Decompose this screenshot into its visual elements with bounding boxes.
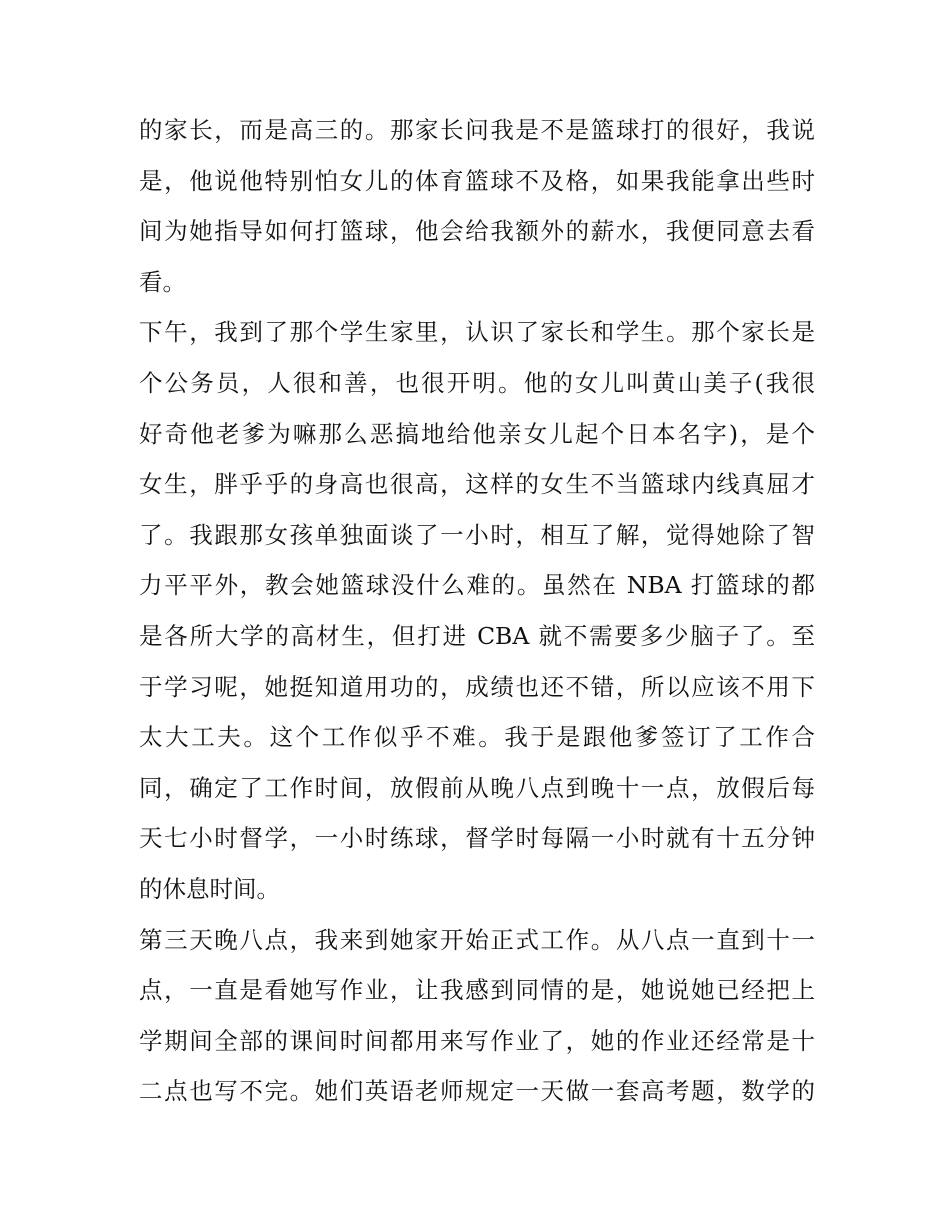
text-line: 同，确定了工作时间，放假前从晚八点到晚十一点，放假后每 bbox=[139, 773, 815, 802]
text-line: 点，一直是看她写作业，让我感到同情的是，她说她已经把上 bbox=[139, 976, 815, 1005]
text-line: 力平平外，教会她篮球没什么难的。虽然在 NBA 打篮球的都 bbox=[139, 571, 815, 600]
text-line: 间为她指导如何打篮球，他会给我额外的薪水，我便同意去看 bbox=[139, 217, 815, 246]
text-line: 第三天晚八点，我来到她家开始正式工作。从八点一直到十一 bbox=[139, 925, 815, 954]
text-line: 太大工夫。这个工作似乎不难。我于是跟他爹签订了工作合 bbox=[139, 723, 815, 752]
text-line: 女生，胖乎乎的身高也很高，这样的女生不当篮球内线真屈才 bbox=[139, 470, 815, 499]
text-line: 天七小时督学，一小时练球，督学时每隔一小时就有十五分钟 bbox=[139, 824, 815, 853]
text-line: 学期间全部的课间时间都用来写作业了，她的作业还经常是十 bbox=[139, 1026, 815, 1055]
text-line: 是各所大学的高材生，但打进 CBA 就不需要多少脑子了。至 bbox=[139, 621, 815, 650]
text-line: 的家长，而是高三的。那家长问我是不是篮球打的很好，我说 bbox=[139, 116, 815, 144]
text-line: 个公务员，人很和善，也很开明。他的女儿叫黄山美子(我很 bbox=[139, 368, 815, 397]
text-line: 下午，我到了那个学生家里，认识了家长和学生。那个家长是 bbox=[139, 318, 815, 347]
text-line: 好奇他老爹为嘛那么恶搞地给他亲女儿起个日本名字)，是个 bbox=[139, 419, 815, 448]
text-line: 于学习呢，她挺知道用功的，成绩也还不错，所以应该不用下 bbox=[139, 672, 815, 701]
text-line: 看。 bbox=[139, 267, 186, 296]
text-line: 是，他说他特别怕女儿的体育篮球不及格，如果我能拿出些时 bbox=[139, 166, 815, 195]
text-line: 二点也写不完。她们英语老师规定一天做一套高考题，数学的 bbox=[139, 1077, 815, 1106]
text-line: 了。我跟那女孩单独面谈了一小时，相互了解，觉得她除了智 bbox=[139, 520, 815, 549]
text-line: 的休息时间。 bbox=[139, 874, 280, 903]
document-page bbox=[139, 105, 815, 1117]
